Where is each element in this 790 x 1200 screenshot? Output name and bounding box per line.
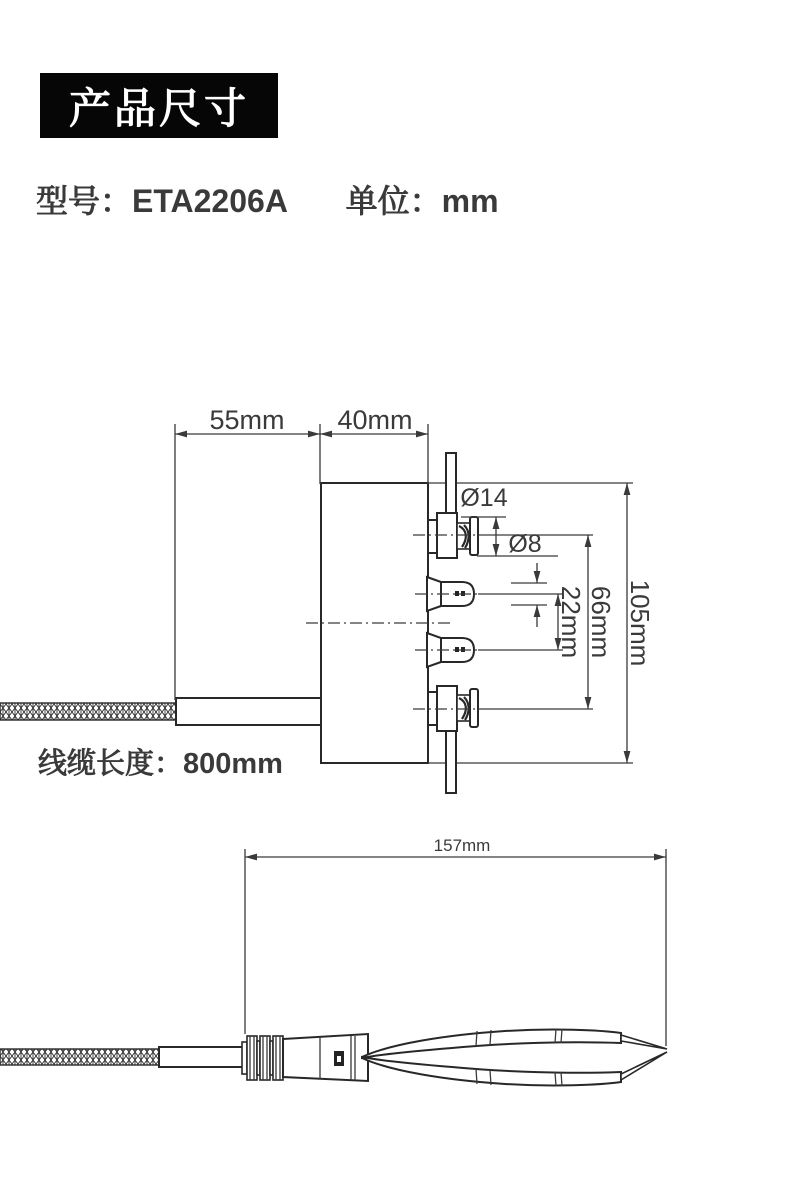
tweezer-handle (283, 1034, 368, 1081)
dim-157-label: 157mm (433, 836, 491, 855)
dimension-105 (624, 483, 655, 763)
unit-label: 单位：mm (345, 183, 499, 219)
dim-40-label: 40mm (337, 405, 413, 435)
dimension-66 (585, 535, 616, 709)
dim-22-label: 22mm (556, 585, 586, 659)
cable-top (0, 703, 176, 720)
dim-105-label: 105mm (625, 579, 655, 667)
dim-d14-label: Ø14 (460, 484, 508, 512)
dim-d8-label: Ø8 (508, 530, 542, 558)
model-label: 型号：ETA2206A (36, 183, 287, 219)
upper-arm (362, 1030, 621, 1058)
cable-length-note: 线缆长度：800mm (38, 748, 283, 780)
plug-housing (176, 698, 321, 725)
dimension-22 (555, 586, 586, 658)
section-title: 产品尺寸 (68, 84, 249, 132)
lower-arm (362, 1057, 621, 1085)
tweezer-arms (362, 1029, 667, 1086)
ribbed-grip (242, 1036, 283, 1080)
cable-bottom (0, 1049, 159, 1065)
bottom-view-drawing (0, 836, 667, 1086)
strain-relief-boot (159, 1047, 245, 1067)
bnc-lever-bottom (446, 731, 456, 793)
dimension-d8 (508, 530, 547, 627)
lower-tip (621, 1052, 667, 1080)
dim-55-label: 55mm (209, 405, 285, 435)
top-view-drawing (0, 405, 655, 793)
bnc-connector-bottom (428, 686, 478, 793)
bnc-lever-top (446, 453, 456, 513)
dim-66-label: 66mm (586, 585, 616, 659)
dimension-157 (245, 836, 666, 1046)
upper-tip (621, 1035, 667, 1049)
